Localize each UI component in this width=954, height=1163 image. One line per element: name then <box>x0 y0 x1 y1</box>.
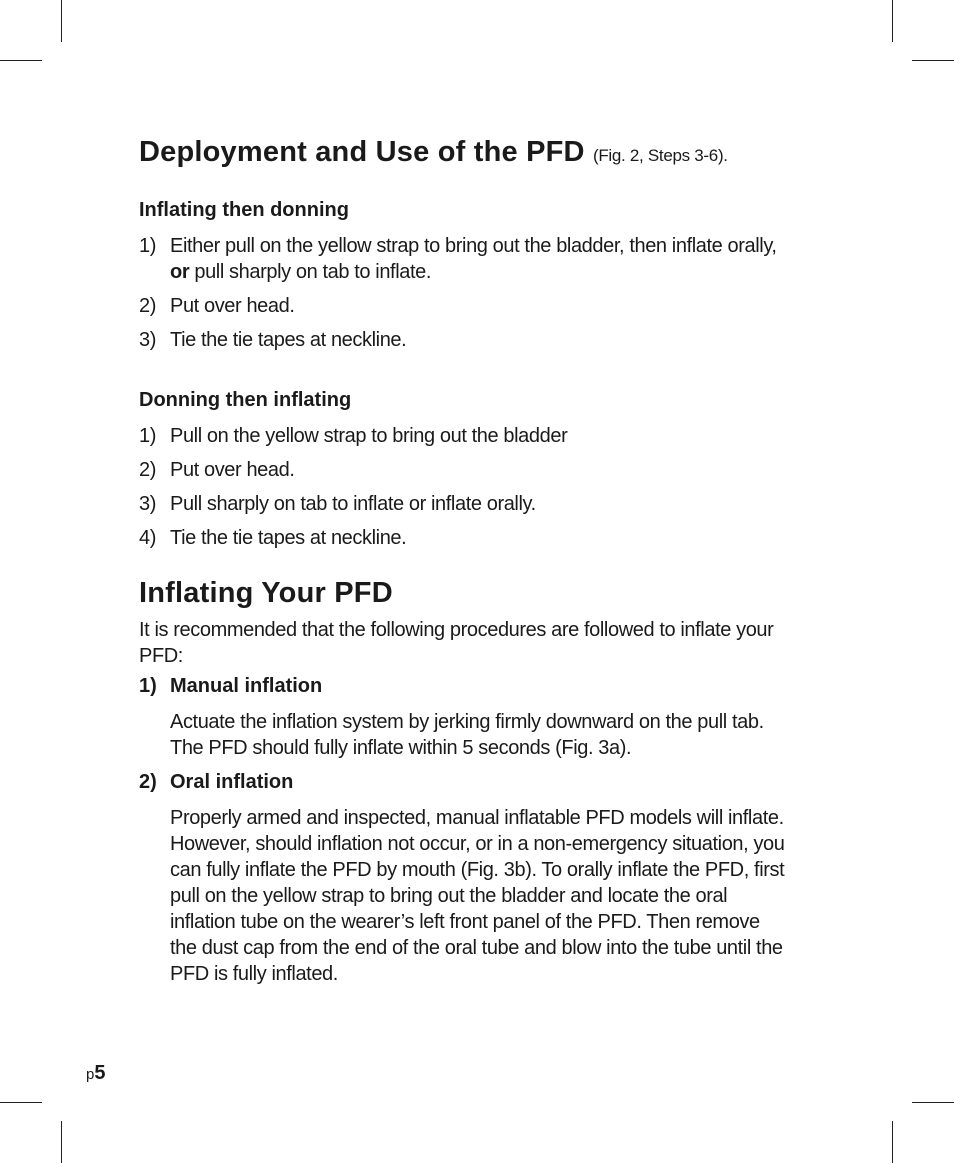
procedure-body: Actuate the inflation system by jerking firmly downward on the pull tab. The PFD should fully inflate within 5 seconds (Fig. 3a). <box>170 711 764 759</box>
page-content <box>139 131 789 995</box>
subheading-inflating-then-donning: Inflating then donning <box>139 199 349 221</box>
step-text: Pull on the yellow strap to bring out the bladder <box>170 425 568 447</box>
step-number: 4) <box>139 527 156 549</box>
steps-donning-then-inflating <box>139 423 789 551</box>
steps-inflating-then-donning <box>139 233 789 353</box>
list-item <box>139 423 789 449</box>
list-item <box>139 327 789 353</box>
step-text: Put over head. <box>170 295 295 317</box>
step-number: 2) <box>139 459 156 481</box>
crop-mark-bottom-right-vertical <box>892 1121 893 1163</box>
figure-reference: (Fig. 2, Steps 3-6). <box>592 146 728 165</box>
page-number-value: 5 <box>94 1062 106 1084</box>
step-number: 1) <box>139 235 156 257</box>
procedure-manual-inflation <box>139 673 789 761</box>
crop-mark-bottom-right-horizontal <box>912 1102 954 1103</box>
list-item <box>139 233 789 285</box>
step-number: 3) <box>139 493 156 515</box>
step-text: Tie the tie tapes at neckline. <box>170 329 407 351</box>
page-prefix: p <box>86 1066 95 1083</box>
step-number: 1) <box>139 425 156 447</box>
crop-mark-bottom-left-vertical <box>61 1121 62 1163</box>
step-text-part: pull sharply on tab to inflate. <box>189 261 432 283</box>
procedure-title: Oral inflation <box>170 771 294 793</box>
section-title-deployment <box>139 131 789 177</box>
crop-mark-top-left-vertical <box>61 0 62 42</box>
procedure-number: 1) <box>139 675 157 697</box>
crop-mark-bottom-left-horizontal <box>0 1102 42 1103</box>
step-text-emphasis: or <box>170 261 190 283</box>
intro-paragraph: It is recommended that the following procedures are followed to inflate your PFD: <box>139 619 774 667</box>
procedure-title: Manual inflation <box>170 675 323 697</box>
page-number <box>86 1060 105 1088</box>
step-text: Put over head. <box>170 459 295 481</box>
subheading-donning-then-inflating: Donning then inflating <box>139 389 352 411</box>
step-number: 2) <box>139 295 156 317</box>
procedure-heading <box>139 673 789 699</box>
procedure-oral-inflation <box>139 769 789 987</box>
title-text: Deployment and Use of the PFD <box>139 136 585 168</box>
step-text: Tie the tie tapes at neckline. <box>170 527 407 549</box>
list-item <box>139 525 789 551</box>
procedure-number: 2) <box>139 771 157 793</box>
procedure-body: Properly armed and inspected, manual inflatable PFD models will inflate. However, should inflation not occur, or in a non-emergency situation, you can fully inflate the PFD by mouth (Fig. 3b). To orally inflate the PFD, first pull on the yellow strap to bring out the bladder and locate the oral inflation tube on the wearer’s left front panel of the PFD. Then remove the dust cap from the end of the oral tube and blow into the tube until the PFD is fully inflated. <box>170 807 785 985</box>
list-item <box>139 457 789 483</box>
crop-mark-top-right-horizontal <box>912 60 954 61</box>
procedure-heading <box>139 769 789 795</box>
step-text-part: Either pull on the yellow strap to bring out the bladder, then inflate orally, <box>170 235 777 257</box>
crop-mark-top-left-horizontal <box>0 60 42 61</box>
step-number: 3) <box>139 329 156 351</box>
section-title-inflating: Inflating Your PFD <box>139 577 393 609</box>
crop-mark-top-right-vertical <box>892 0 893 42</box>
step-text <box>170 233 789 285</box>
list-item <box>139 293 789 319</box>
list-item <box>139 491 789 517</box>
step-text: Pull sharply on tab to inflate or inflate orally. <box>170 493 536 515</box>
